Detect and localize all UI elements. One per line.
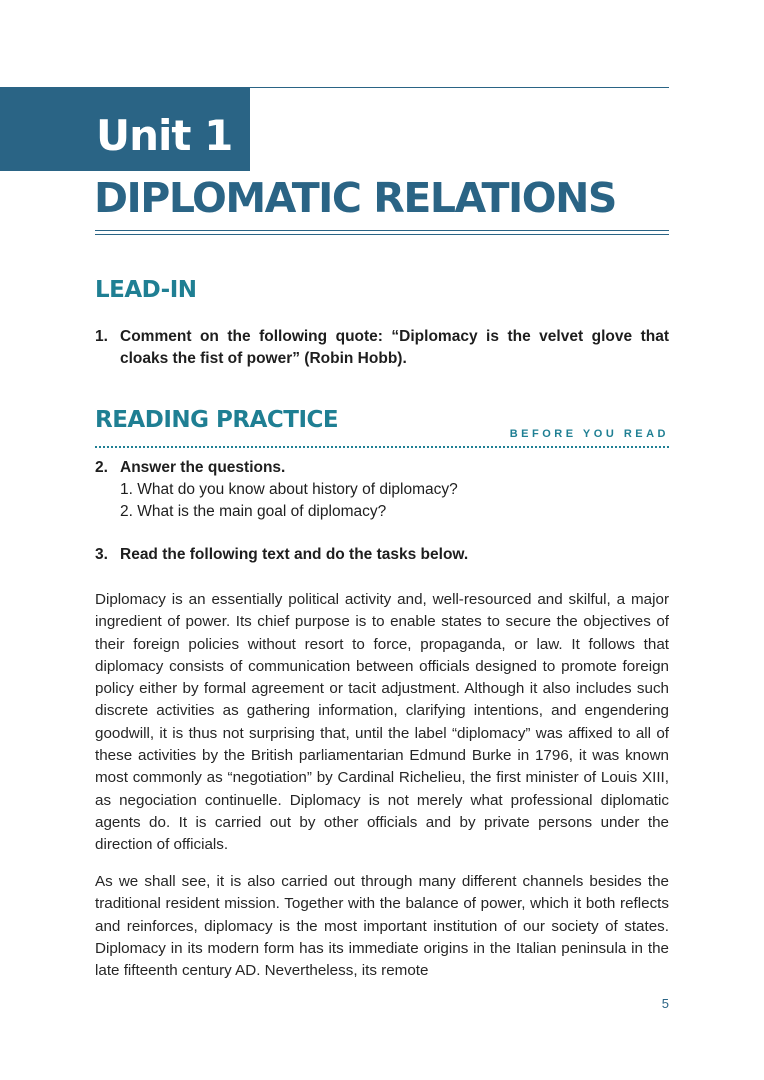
task-text: Answer the questions. <box>120 459 286 476</box>
task-number: 2. <box>95 459 108 476</box>
lead-in-task <box>95 326 669 370</box>
question-item: 2. What is the main goal of diplomacy? <box>120 503 387 520</box>
reading-paragraph: Diplomacy is an essentially political activity and, well-resourced and skilful, a major ingredient of power. Its chief purpose is to enable states to secure the objectives of their foreign policies without resort to force, propaganda, or law. It follows that diplomacy consists of communication between officials designed to promote foreign policy either by formal agreement or tacit adjustment. Although it also includes such discrete activities as gathering information, clarifying intentions, and engendering goodwill, it is thus not surprising that, until the label “diplomacy” was affixed to all of these activities by the British parliamentarian Edmund Burke in 1796, it was known most commonly as “negotiation” by Cardinal Richelieu, the first minister of Louis XIII, as negociation continuelle. Diplomacy is not merely what professional diplomatic agents do. It is carried out by other officials and by private persons under the direction of officials. <box>95 591 669 854</box>
title-underline <box>95 230 669 235</box>
reading-practice-heading: READING PRACTICE <box>95 407 339 433</box>
before-you-read-subhead: BEFORE YOU READ <box>509 428 669 440</box>
unit-title: DIPLOMATIC RELATIONS <box>94 174 616 222</box>
unit-label: Unit 1 <box>96 111 233 160</box>
reading-paragraph: As we shall see, it is also carried out through many different channels besides the traditional resident mission. Together with the balance of power, which it both reflects and reinforces, diplomacy is the most important institution of our society of states. Diplomacy in its modern form has its immediate origins in the Italian peninsula in the late fifteenth century AD. Nevertheless, its remote <box>95 873 669 980</box>
task-text: Comment on the following quote: “Diplomacy is the velvet glove that cloaks the fist of power” (Robin Hobb). <box>120 328 669 367</box>
task-answer-questions <box>95 457 669 523</box>
page-number: 5 <box>661 996 669 1011</box>
task-text: Read the following text and do the tasks below. <box>120 546 469 563</box>
dotted-divider <box>95 446 669 448</box>
task-number: 3. <box>95 546 108 563</box>
task-read-text <box>95 544 669 566</box>
lead-in-heading: LEAD-IN <box>95 277 197 303</box>
task-number: 1. <box>95 328 108 345</box>
question-item: 1. What do you know about history of diplomacy? <box>120 481 458 498</box>
